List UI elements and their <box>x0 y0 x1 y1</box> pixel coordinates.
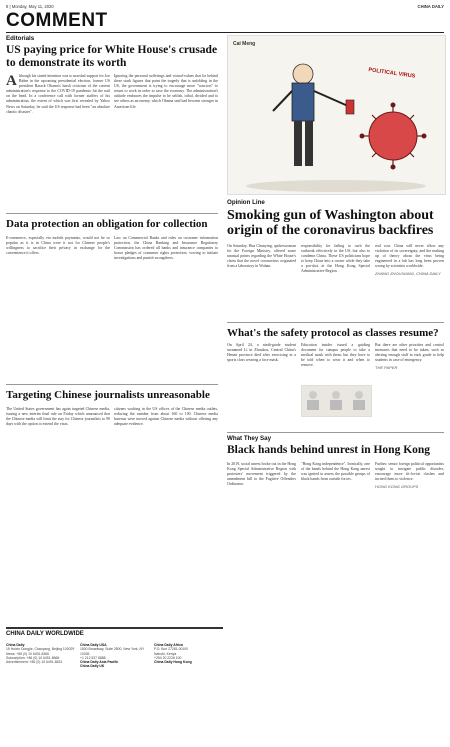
footer-item: China Daily Asia Pacific <box>80 660 119 665</box>
divider <box>227 432 444 433</box>
footer-item: P.O. Box 27281-00100 <box>154 647 189 652</box>
smoking-gun-byline: ZHANG ZHOUXIANG, CHINA DAILY <box>375 271 441 277</box>
footer-item: China Daily UK <box>80 664 105 669</box>
data-protection-col-right <box>114 236 218 376</box>
footer-item: +254 20 2226 100 <box>154 655 182 660</box>
footer-item: China Daily USA <box>80 643 107 647</box>
footer-col-3 <box>154 643 223 664</box>
divider <box>227 322 444 323</box>
us-editorial-col-right <box>114 74 218 206</box>
footer-title: CHINA DAILY WORLDWIDE <box>6 631 84 637</box>
footer-item: China Daily Hong Kong <box>154 660 192 665</box>
paper-name: CHINA DAILY <box>417 4 444 9</box>
page-date: 8 | Monday, May 11, 2020 <box>6 4 54 9</box>
smoking-gun-col-1 <box>227 244 296 306</box>
safety-protocol-text-2: Education insider issued a guiding document for campus people to take a medical mask with them, but they have to be told when to wear it and when to remove. <box>301 343 370 368</box>
footer-col-1 <box>6 643 76 664</box>
section-masthead: COMMENT <box>6 10 108 31</box>
safety-protocol-col-2 <box>301 343 370 381</box>
opinion-line-label: Opinion Line <box>227 199 265 206</box>
hk-col-3 <box>375 462 444 732</box>
us-editorial-col-left <box>6 74 110 206</box>
smoking-gun-col-2 <box>301 244 370 306</box>
journalists-col-left <box>6 407 110 519</box>
safety-protocol-headline: What's the safety protocol as classes resume? <box>227 327 439 339</box>
divider <box>6 213 218 214</box>
footer-item: Advertisement: +86 (0) 10 6491-8631 <box>6 660 63 665</box>
safety-protocol-byline: THE PAPER <box>375 365 398 371</box>
footer-col-2 <box>80 643 150 669</box>
data-protection-text-left: E-commerce, especially via mobile payments, would not be so popular as it is in China were it not for Chinese people's willingness to sacrifice their privacy in exchange for the convenience it offers. <box>6 236 110 256</box>
smoking-gun-headline: Smoking gun of Washington about origin of the coronavirus backfires <box>227 208 434 239</box>
classroom-illustration <box>301 385 372 417</box>
journalists-headline: Targeting Chinese journalists unreasonable <box>6 389 210 401</box>
hk-text-1: In 2019, social unrest broke out in the Hong Kong Special Administrative Region with protesters' movement triggered by the amendment bill to the Fugitive Offenders Ordinance. <box>227 462 296 487</box>
editorials-label: Editorials <box>6 35 35 42</box>
hk-text-3: Further, senior foreign political opportunists sought to instigate public disorder, encourage more tit-for-tat clashes and incited them to violence. <box>375 462 444 482</box>
cartoon-drawing <box>228 36 445 194</box>
us-editorial-headline: US paying price for White House's crusade to demonstrate its worth <box>6 44 218 69</box>
cartoon-artist: Cai Meng <box>233 41 256 47</box>
cartoon-label: POLITICAL VIRUS <box>367 67 416 80</box>
data-protection-text-right: Law on Commercial Banks and rules on customer information protection, the China Banking and Insurance Regulatory Commission has ordered all banks and insurance companies to honor pledges of consumer rights protection, vowing to initiate investigations and punish wrongdoers. <box>114 236 218 261</box>
journalists-col-right <box>114 407 218 519</box>
footer-item: +1 212 537 8888 <box>80 655 106 660</box>
data-protection-col-left <box>6 236 110 376</box>
us-editorial-text-left: lthough his stated intention was to marshal support for Joe Biden in the upcoming presidential election, former US president Barack Obama's harsh criticism of the current administration's response to the COVID-19 pandemic hit the nail on the head. In a conference call with former staffers of his administration, the extent of which was first revealed by Yahoo News on Saturday, he said the US response had been "an absolute chaotic disaster". <box>6 74 110 114</box>
hk-headline: Black hands behind unrest in Hong Kong <box>227 444 431 456</box>
hk-byline: HONG KONG GROUPS <box>375 484 419 490</box>
footer-item: News: +86 (0) 10 6491-8366 <box>6 651 50 656</box>
safety-protocol-col-1 <box>227 343 296 419</box>
footer-item: 15 Huixin Dongjie, Chaoyang, Beijing 100029 <box>6 647 75 652</box>
safety-protocol-text-3: But there are other priorities and control measures that need to be taken, such as alerting enough staff in each grade to help students in case of emergency. <box>375 343 444 363</box>
footer-item: China Daily Africa <box>154 643 183 647</box>
what-they-say-label: What They Say <box>227 435 272 442</box>
smoking-gun-text-3: real cost. China will never allow any violation of its sovereignty, and the making up of theory about the virus being engineered in a lab has long been proven wrong by scientists worldwide. <box>375 244 444 269</box>
data-protection-headline: Data protection an obligation for collection <box>6 218 208 230</box>
smoking-gun-text-2: responsibility for failing to curb the outbreak effectively in the US, but also to condemn China. These US politicians hope to keep China into a corner while they take a pot-shot at the Hong Kong Special Administrative Region. <box>301 244 370 274</box>
us-editorial-text-right: Ignoring the personal sufferings and virtual-values that lie behind these stark figures that paint the tragedy that is unfolding in the US, the government is trying to encourage more "warriors" to return to work in order to save the economy. The administration's attitude embraces the impulse to be selfish, tribal, divided and to see others as an enemy, which Obama said had become stronger in American life. <box>114 74 218 109</box>
hk-col-2 <box>301 462 370 732</box>
footer-item: 1500 Broadway, Suite 2800, New York, NY 10036 <box>80 647 145 656</box>
cartoon-image <box>227 35 446 195</box>
footer-item: Nairobi, Kenya <box>154 651 177 656</box>
journalists-text-left: The United States government has again targeted Chinese media, issuing a new interim final rule on Friday which announced that the Chinese media will limit the stay for Chinese journalists to 90 days with the option to extend the visas. <box>6 407 110 427</box>
dropcap: A <box>6 73 17 89</box>
journalists-text-right: citizens working in the US offices of the Chinese media outlets, reducing the number from about 160 to 100. Chinese media bureaus were moved against Chinese media without offering any adequate evidence. <box>114 407 218 427</box>
masthead-rule <box>6 32 444 33</box>
smoking-gun-col-3 <box>375 244 444 306</box>
safety-protocol-col-3 <box>375 343 444 419</box>
hk-col-1 <box>227 462 296 732</box>
footer-box <box>6 627 223 745</box>
hk-text-2: "Hong Kong independence". Ironically, one of the bands behind the Hong Kong unrest was ignited to assess the possible groups of black hands from outside forces. <box>301 462 370 482</box>
divider <box>6 384 218 385</box>
safety-protocol-text-1: On April 24, a ninth-grade student surnamed Li in Zhoukou, Central China's Henan province died after exercising in a sports class wearing a face mask. <box>227 343 296 363</box>
footer-item: China Daily <box>6 643 25 647</box>
smoking-gun-text-1: On Saturday, Hua Chunying, spokeswoman for the Foreign Ministry, offered some unusual points regarding the White House's claim that the novel coronavirus originated from a laboratory in Wuhan. <box>227 244 296 269</box>
footer-item: Subscription: +86 (0) 10 6491-8666 <box>6 655 60 660</box>
